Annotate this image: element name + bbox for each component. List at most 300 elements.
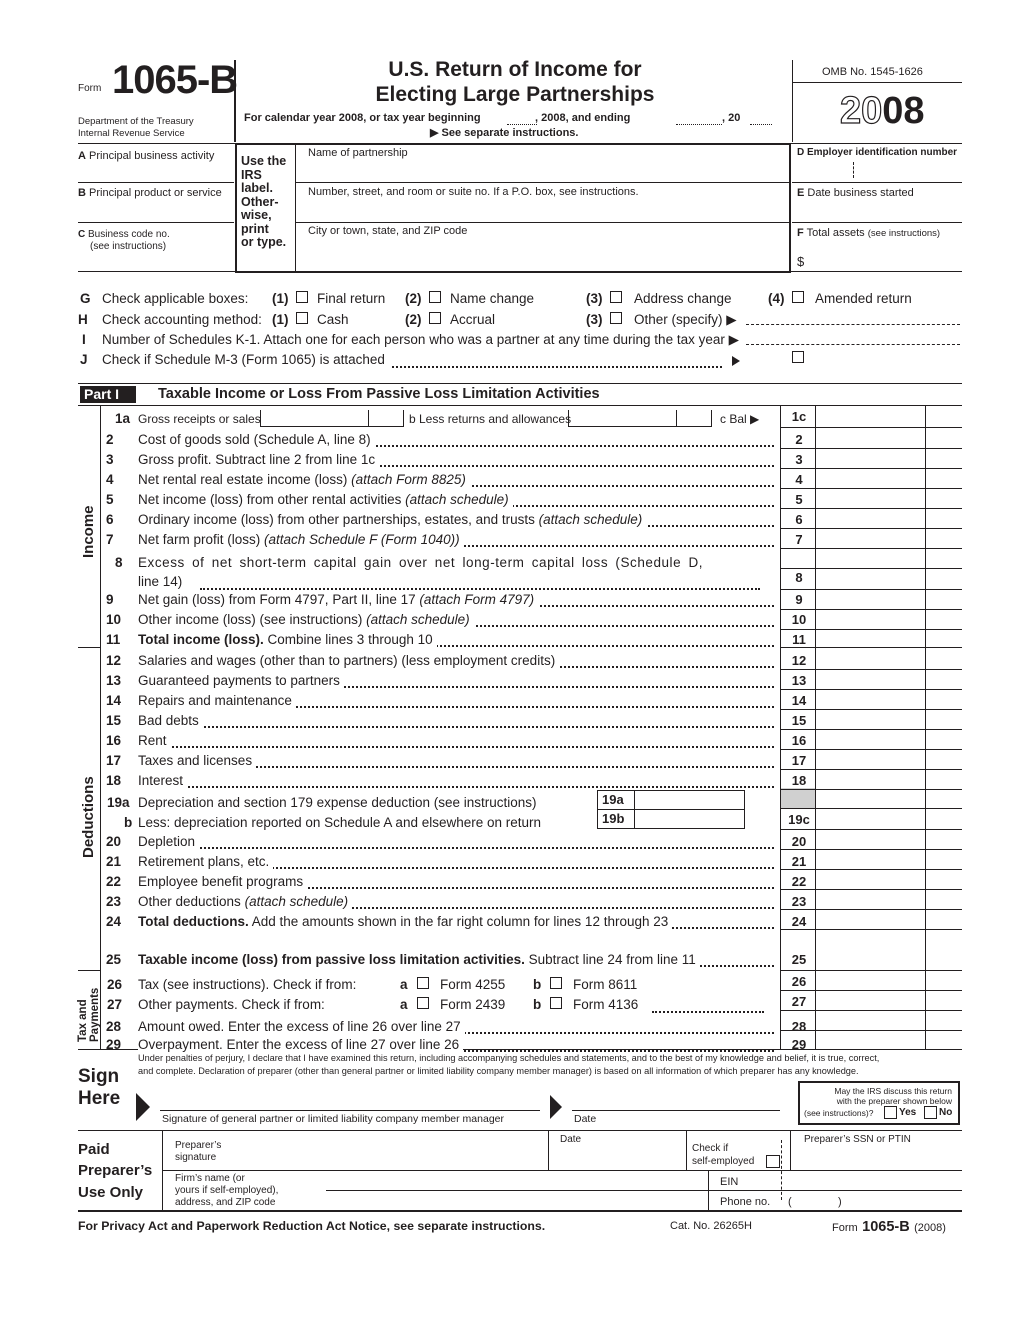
signature-label: Signature of general partner or limited liability company member manager	[162, 1113, 504, 1125]
firm-name-field[interactable]	[326, 1174, 706, 1190]
line-28-amount[interactable]	[817, 1017, 923, 1036]
accrual-label: Accrual	[450, 312, 496, 327]
amended-return-checkbox[interactable]	[792, 291, 804, 303]
form-2439-label: Form 2439	[440, 997, 506, 1012]
line-18-text: Interest	[138, 773, 187, 788]
row-divider	[780, 909, 962, 910]
row-divider	[780, 769, 962, 770]
line-2-amount[interactable]	[817, 430, 923, 449]
line-8-text2: line 14)	[138, 574, 183, 589]
omb-number: OMB No. 1545-1626	[822, 66, 923, 78]
line-17-label: 17	[791, 753, 807, 768]
self-employed-checkbox[interactable]	[766, 1155, 780, 1168]
preparer-signature-label-1: Preparer’s	[175, 1140, 222, 1151]
leader-dots	[140, 733, 774, 748]
row-divider	[780, 468, 962, 469]
income-section-label: Income	[80, 505, 97, 558]
leader-dots	[140, 834, 774, 849]
and-ending-text: , 2008, and ending	[535, 112, 631, 124]
line-13-num: 13	[106, 673, 122, 688]
line-3-label: 3	[795, 452, 803, 467]
line-4-label: 4	[795, 472, 803, 487]
line-7-label: 7	[795, 532, 803, 547]
row-divider	[780, 448, 962, 449]
line-29-amount[interactable]	[817, 1035, 923, 1054]
line-28-num: 28	[106, 1019, 122, 1034]
line-15-num: 15	[106, 713, 122, 728]
line-18-amount[interactable]	[817, 771, 923, 790]
other-method-checkbox[interactable]	[610, 312, 622, 324]
row-divider	[780, 889, 962, 890]
line-20-num: 20	[106, 834, 122, 849]
name-label: Name of partnership	[308, 147, 408, 159]
line-1c-text: c Bal ▶	[720, 412, 760, 426]
line-19a-amount[interactable]	[636, 791, 742, 808]
discuss-text: May the IRS discuss this return with the preparer shown below	[834, 1086, 952, 1106]
line-22-num: 22	[106, 874, 122, 889]
line-9-num: 9	[106, 592, 114, 607]
line-3-row	[0, 450, 1024, 470]
firm-ein-label: EIN	[720, 1176, 739, 1188]
see-instructions: ▶ See separate instructions.	[430, 127, 579, 139]
line-2-text: Cost of goods sold (Schedule A, line 8)	[138, 432, 375, 447]
address-change-label: Address change	[634, 291, 732, 306]
line-25-amount[interactable]	[817, 950, 923, 969]
line-1a-text: Gross receipts or sales	[138, 412, 261, 426]
line-26-label: 26	[791, 974, 807, 989]
shaded-cell	[781, 788, 815, 808]
yes-label: Yes	[899, 1107, 917, 1118]
discuss-yes-checkbox[interactable]	[884, 1106, 897, 1119]
form-2439-checkbox[interactable]	[417, 997, 429, 1009]
line-14-num: 14	[106, 693, 122, 708]
line-1c-label: 1c	[791, 409, 807, 424]
line-3-text: Gross profit. Subtract line 2 from line 1c	[138, 452, 379, 467]
line-3-num: 3	[106, 452, 114, 467]
address-change-checkbox[interactable]	[610, 291, 622, 303]
line-22-label: 22	[791, 874, 807, 889]
line-16-amount[interactable]	[817, 731, 923, 750]
line-14-amount[interactable]	[817, 691, 923, 710]
row-divider	[780, 789, 962, 790]
g2-num: (2)	[405, 291, 422, 306]
arrow-icon	[732, 352, 740, 370]
line-2-row	[0, 430, 1024, 450]
line-6-num: 6	[106, 512, 114, 527]
phone-field[interactable]	[796, 1193, 956, 1209]
line-18-row	[0, 771, 1024, 791]
line-27-amount[interactable]	[817, 992, 923, 1010]
line-14-row	[0, 691, 1024, 711]
form-title-line1: U.S. Return of Income for	[388, 58, 642, 81]
line-21-num: 21	[106, 854, 122, 869]
leader-dots	[140, 713, 774, 728]
line-19c-label: 19c	[788, 812, 810, 827]
line-10-text: Other income (loss) (see instructions) (attach schedule)	[138, 612, 474, 627]
firm-ein-field[interactable]	[788, 1173, 958, 1189]
g4-num: (4)	[768, 291, 785, 306]
irs: Internal Revenue Service	[78, 128, 185, 139]
line-20-label: 20	[791, 834, 807, 849]
line-26-amount[interactable]	[817, 972, 923, 990]
department: Department of the Treasury	[78, 116, 194, 127]
line-4-text: Net rental real estate income (loss) (attach Form 8825)	[138, 472, 470, 487]
line-17-amount[interactable]	[817, 751, 923, 770]
row-divider	[780, 689, 962, 690]
line-6-amount[interactable]	[817, 510, 923, 529]
line-18-num: 18	[106, 773, 122, 788]
row-divider	[780, 609, 962, 610]
row-divider	[780, 669, 962, 670]
line-1c-amount[interactable]	[817, 407, 923, 425]
row-divider	[780, 829, 962, 830]
line-13-text: Guaranteed payments to partners	[138, 673, 344, 688]
line-19b-text: Less: depreciation reported on Schedule A and elsewhere on return	[138, 815, 542, 830]
row-divider	[780, 548, 962, 549]
k1-count-field[interactable]	[746, 330, 960, 345]
line-j-text: Check if Schedule M-3 (Form 1065) is attached	[102, 352, 385, 367]
line-b-label: B Principal product or service	[78, 187, 222, 199]
line-10-amount[interactable]	[817, 610, 923, 629]
line-25-label: 25	[791, 952, 807, 967]
self-employed-label: self-employed	[692, 1156, 755, 1167]
phone-label: Phone no.	[720, 1196, 771, 1208]
line-11-num: 11	[106, 632, 121, 647]
firm-label-1: Firm’s name (or	[175, 1173, 245, 1184]
no-label: No	[939, 1107, 953, 1118]
line-25-num: 25	[106, 952, 122, 967]
here-label: Here	[78, 1088, 121, 1109]
line-23-text: Other deductions (attach schedule)	[138, 894, 352, 909]
line-g-text: Check applicable boxes:	[102, 291, 249, 306]
street-address-field[interactable]	[300, 199, 786, 219]
use-irs-label-box	[235, 143, 296, 273]
discuss-no-checkbox[interactable]	[924, 1106, 937, 1119]
returns-allowances-field[interactable]	[568, 410, 712, 427]
line-4-amount[interactable]	[817, 470, 923, 489]
line-4-row	[0, 470, 1024, 490]
row-divider	[780, 629, 962, 630]
line-27-text: Other payments. Check if from:	[138, 997, 325, 1012]
row-divider	[780, 709, 962, 710]
line-a-label: A Principal business activity	[78, 150, 215, 162]
row-divider	[780, 488, 962, 489]
line-17-row	[0, 751, 1024, 771]
form-4255-checkbox[interactable]	[417, 977, 429, 989]
line-12-label: 12	[791, 653, 807, 668]
line-6-row	[0, 510, 1024, 530]
line-27-label: 27	[791, 994, 807, 1009]
line-6-label: 6	[795, 512, 803, 527]
line-18-label: 18	[791, 773, 807, 788]
date-started-field[interactable]	[796, 200, 960, 220]
line-j-letter: J	[80, 352, 88, 367]
row-divider	[780, 929, 962, 930]
line-25-text: Taxable income (loss) from passive loss limitation activities. Subtract line 24 from line 11	[138, 952, 700, 967]
line-13-label: 13	[791, 673, 807, 688]
year-bold: 08	[882, 90, 925, 132]
line-13-row	[0, 671, 1024, 691]
line-6-text: Ordinary income (loss) from other partnerships, estates, and trusts (attach schedule)	[138, 512, 646, 527]
line-27-num: 27	[107, 997, 123, 1012]
line-24-num: 24	[106, 914, 122, 929]
line-12-amount[interactable]	[817, 651, 923, 670]
street-label: Number, street, and room or suite no. If a P.O. box, see instructions.	[308, 186, 639, 198]
leader-dots	[140, 773, 774, 788]
row-divider	[780, 528, 962, 529]
row-divider	[780, 589, 962, 590]
row-divider	[780, 749, 962, 750]
amended-return-label: Amended return	[815, 291, 912, 306]
line-12-text: Salaries and wages (other than to partners) (less employment credits)	[138, 653, 559, 668]
comma-20: , 20	[722, 112, 741, 124]
line-g-letter: G	[80, 291, 91, 306]
total-assets-label: F Total assets (see instructions)	[797, 227, 941, 239]
line-15-amount[interactable]	[817, 711, 923, 730]
line-10-label: 10	[791, 612, 807, 627]
row-divider	[780, 990, 962, 991]
line-5-row	[0, 490, 1024, 510]
line-12-num: 12	[106, 653, 122, 668]
line-17-text: Taxes and licenses	[138, 753, 256, 768]
line-5-label: 5	[795, 492, 803, 507]
calendar-year-text: For calendar year 2008, or tax year beginning	[244, 112, 481, 124]
line-11-amount[interactable]	[817, 630, 923, 649]
form-4255-label: Form 4255	[440, 977, 506, 992]
preparer-date-field[interactable]	[552, 1148, 682, 1166]
cash-label: Cash	[317, 312, 349, 327]
line-29-row	[0, 1035, 1024, 1055]
line-22-text: Employee benefit programs	[138, 874, 307, 889]
form-number: 1065-B	[112, 58, 238, 102]
other-method-field[interactable]	[746, 310, 960, 325]
line-26-num: 26	[107, 977, 123, 992]
final-return-checkbox[interactable]	[296, 291, 308, 303]
line-19b-box-label: 19b	[602, 811, 625, 826]
form-8611-label: Form 8611	[573, 977, 638, 992]
phone-paren-open: (	[788, 1196, 792, 1208]
city-label: City or town, state, and ZIP code	[308, 225, 468, 237]
final-return-label: Final return	[317, 291, 386, 306]
line-5-num: 5	[106, 492, 114, 507]
ssn-ptin-field[interactable]	[796, 1148, 960, 1166]
row-divider	[780, 427, 962, 428]
line-24-label: 24	[791, 914, 807, 929]
line-11-row	[0, 630, 1024, 650]
line-26-a: a	[400, 977, 408, 992]
use-only-label: Use Only	[78, 1184, 144, 1201]
line-i-letter: I	[82, 332, 86, 347]
preparer-date-label: Date	[560, 1134, 582, 1145]
line-8-text1: Excess of net short-term capital gain over net long-term capital loss (Schedule D,	[138, 555, 704, 570]
line-2-num: 2	[106, 432, 114, 447]
line-15-label: 15	[791, 713, 807, 728]
line-14-text: Repairs and maintenance	[138, 693, 296, 708]
form-word: Form	[78, 83, 102, 94]
form-4136-label: Form 4136	[573, 997, 639, 1012]
line-29-num: 29	[106, 1037, 122, 1052]
line-i-text: Number of Schedules K-1. Attach one for each person who was a partner at any time during the tax year ▶	[102, 332, 739, 347]
line-28-label: 28	[791, 1019, 807, 1034]
end-year-field[interactable]	[750, 110, 772, 125]
line-21-label: 21	[791, 854, 807, 869]
date-started-label: E Date business started	[797, 187, 914, 199]
line-5-amount[interactable]	[817, 490, 923, 509]
line-11-text: Total income (loss). Combine lines 3 through 10	[138, 632, 437, 647]
line-13-amount[interactable]	[817, 671, 923, 690]
schedule-m3-checkbox[interactable]	[792, 351, 804, 363]
total-assets-field[interactable]	[808, 248, 960, 268]
gross-receipts-field[interactable]	[260, 410, 404, 427]
line-1b-text: b Less returns and allowances	[409, 412, 572, 426]
firm-label-3: address, and ZIP code	[175, 1197, 276, 1208]
perjury-statement-2: and complete. Declaration of preparer (other than general partner or limited liability company member manager) is based on all information of which preparer has any knowledge.	[138, 1066, 859, 1076]
line-19b-num: b	[124, 815, 133, 830]
line-10-row	[0, 610, 1024, 630]
row-divider	[780, 729, 962, 730]
firm-address-field[interactable]	[326, 1193, 706, 1209]
h1-num: (1)	[272, 312, 289, 327]
name-change-checkbox[interactable]	[429, 291, 441, 303]
line-c-note: (see instructions)	[90, 241, 167, 252]
line-19a-num: 19a	[107, 795, 130, 810]
line-27-b: b	[533, 997, 542, 1012]
line-23-num: 23	[106, 894, 122, 909]
line-26-text: Tax (see instructions). Check if from:	[138, 977, 357, 992]
name-change-label: Name change	[450, 291, 535, 306]
line-20-text: Depletion	[138, 834, 199, 849]
line-7-amount[interactable]	[817, 530, 923, 549]
ein-label: D Employer identification number	[797, 147, 958, 158]
footer-form-id: Form 1065-B (2008)	[832, 1219, 946, 1235]
line-1a-num: 1a	[115, 411, 131, 426]
line-23-label: 23	[791, 894, 807, 909]
firm-label-2: yours if self-employed),	[175, 1185, 279, 1196]
preparer-signature-label-2: signature	[175, 1152, 217, 1163]
g1-num: (1)	[272, 291, 289, 306]
begin-date-field[interactable]	[507, 110, 537, 125]
phone-paren-close: )	[838, 1196, 842, 1208]
dollar-sign: $	[797, 254, 805, 269]
line-h-text: Check accounting method:	[102, 312, 262, 327]
line-9-text: Net gain (loss) from Form 4797, Part II, line 17 (attach Form 4797)	[138, 592, 538, 607]
line-29-label: 29	[791, 1037, 807, 1052]
sign-date-label: Date	[574, 1113, 597, 1125]
line-7-row	[0, 530, 1024, 550]
preparers-label: Preparer’s	[78, 1162, 153, 1179]
line-8-num: 8	[115, 555, 123, 570]
sign-date-field[interactable]	[572, 1094, 780, 1110]
other-method-label: Other (specify) ▶	[634, 312, 737, 327]
line-2-label: 2	[795, 432, 803, 447]
line-c-label: C Business code no.	[78, 229, 170, 240]
privacy-notice: For Privacy Act and Paperwork Reduction Act Notice, see separate instructions.	[78, 1219, 546, 1233]
line-11-label: 11	[792, 632, 806, 647]
line-24-text: Total deductions. Add the amounts shown in the far right column for lines 12 through 23	[138, 914, 672, 929]
line-8-label: 8	[795, 570, 803, 585]
part-tag: Part I	[80, 386, 136, 403]
cat-number: Cat. No. 26265H	[670, 1220, 752, 1232]
line-7-num: 7	[106, 532, 114, 547]
row-divider	[780, 849, 962, 850]
line-16-num: 16	[106, 733, 122, 748]
line-9-label: 9	[795, 592, 803, 607]
line-h-letter: H	[78, 312, 88, 327]
line-3-amount[interactable]	[817, 450, 923, 469]
row-divider	[780, 808, 962, 809]
g3-num: (3)	[586, 291, 603, 306]
line-21-text: Retirement plans, etc.	[138, 854, 273, 869]
row-divider	[780, 1030, 962, 1031]
row-divider	[780, 568, 962, 569]
line-15-text: Bad debts	[138, 713, 203, 728]
line-25-row	[0, 950, 1024, 970]
partnership-name-field[interactable]	[300, 160, 786, 180]
h3-num: (3)	[586, 312, 603, 327]
line-16-row	[0, 731, 1024, 751]
tax-payments-section-label: Tax and Payments	[77, 987, 101, 1042]
sign-label: Sign	[78, 1066, 120, 1087]
row-divider	[780, 869, 962, 870]
city-state-zip-field[interactable]	[300, 240, 786, 266]
line-15-row	[0, 711, 1024, 731]
form-8611-checkbox[interactable]	[550, 977, 562, 989]
row-divider	[780, 508, 962, 509]
line-17-num: 17	[106, 753, 122, 768]
sign-arrow-icon	[136, 1093, 150, 1121]
line-16-text: Rent	[138, 733, 171, 748]
line-28-row	[0, 1017, 1024, 1037]
line-28-text: Amount owed. Enter the excess of line 26 over line 27	[138, 1019, 465, 1034]
line-27-a: a	[400, 997, 408, 1012]
line-19a-box-label: 19a	[602, 792, 624, 807]
line-9-row	[0, 590, 1024, 610]
line-7-text: Net farm profit (loss) (attach Schedule F (Form 1040))	[138, 532, 464, 547]
date-arrow-icon	[550, 1095, 562, 1119]
line-29-text: Overpayment. Enter the excess of line 27 over line 26	[138, 1037, 463, 1052]
line-26-b: b	[533, 977, 542, 992]
line-10-num: 10	[106, 612, 122, 627]
check-if-label: Check if	[692, 1143, 729, 1154]
part-title: Taxable Income or Loss From Passive Loss Limitation Activities	[158, 386, 600, 402]
end-date-field[interactable]	[676, 110, 722, 125]
tax-year	[840, 90, 925, 133]
line-12-row	[0, 651, 1024, 671]
line-4-num: 4	[106, 472, 114, 487]
line-9-amount[interactable]	[817, 590, 923, 609]
line-16-label: 16	[791, 733, 807, 748]
line-14-label: 14	[791, 693, 807, 708]
form-title-line2: Electing Large Partnerships	[375, 83, 655, 106]
line-19a-text: Depreciation and section 179 expense deduction (see instructions)	[138, 795, 537, 810]
line-19b-amount[interactable]	[636, 810, 742, 827]
discuss-text-3: (see instructions)?	[804, 1108, 874, 1118]
year-outline: 20	[840, 90, 883, 132]
partner-signature-field[interactable]	[160, 1094, 540, 1110]
row-divider	[780, 1010, 962, 1011]
use-irs-label-text: Use the IRS label. Other- wise, print or type.	[241, 154, 287, 249]
ein-field[interactable]	[796, 160, 960, 180]
h2-num: (2)	[405, 312, 422, 327]
cash-checkbox[interactable]	[296, 312, 308, 324]
preparer-signature-field[interactable]	[240, 1138, 545, 1166]
accrual-checkbox[interactable]	[429, 312, 441, 324]
paid-label: Paid	[78, 1141, 110, 1158]
line-5-text: Net income (loss) from other rental activities (attach schedule)	[138, 492, 513, 507]
form-4136-checkbox[interactable]	[550, 997, 562, 1009]
perjury-statement-1: Under penalties of perjury, I declare that I have examined this return, including accompanying schedules and statements, and to the best of my knowledge and belief, it is true, correct,	[138, 1053, 880, 1063]
deductions-section-label: Deductions	[80, 776, 97, 858]
